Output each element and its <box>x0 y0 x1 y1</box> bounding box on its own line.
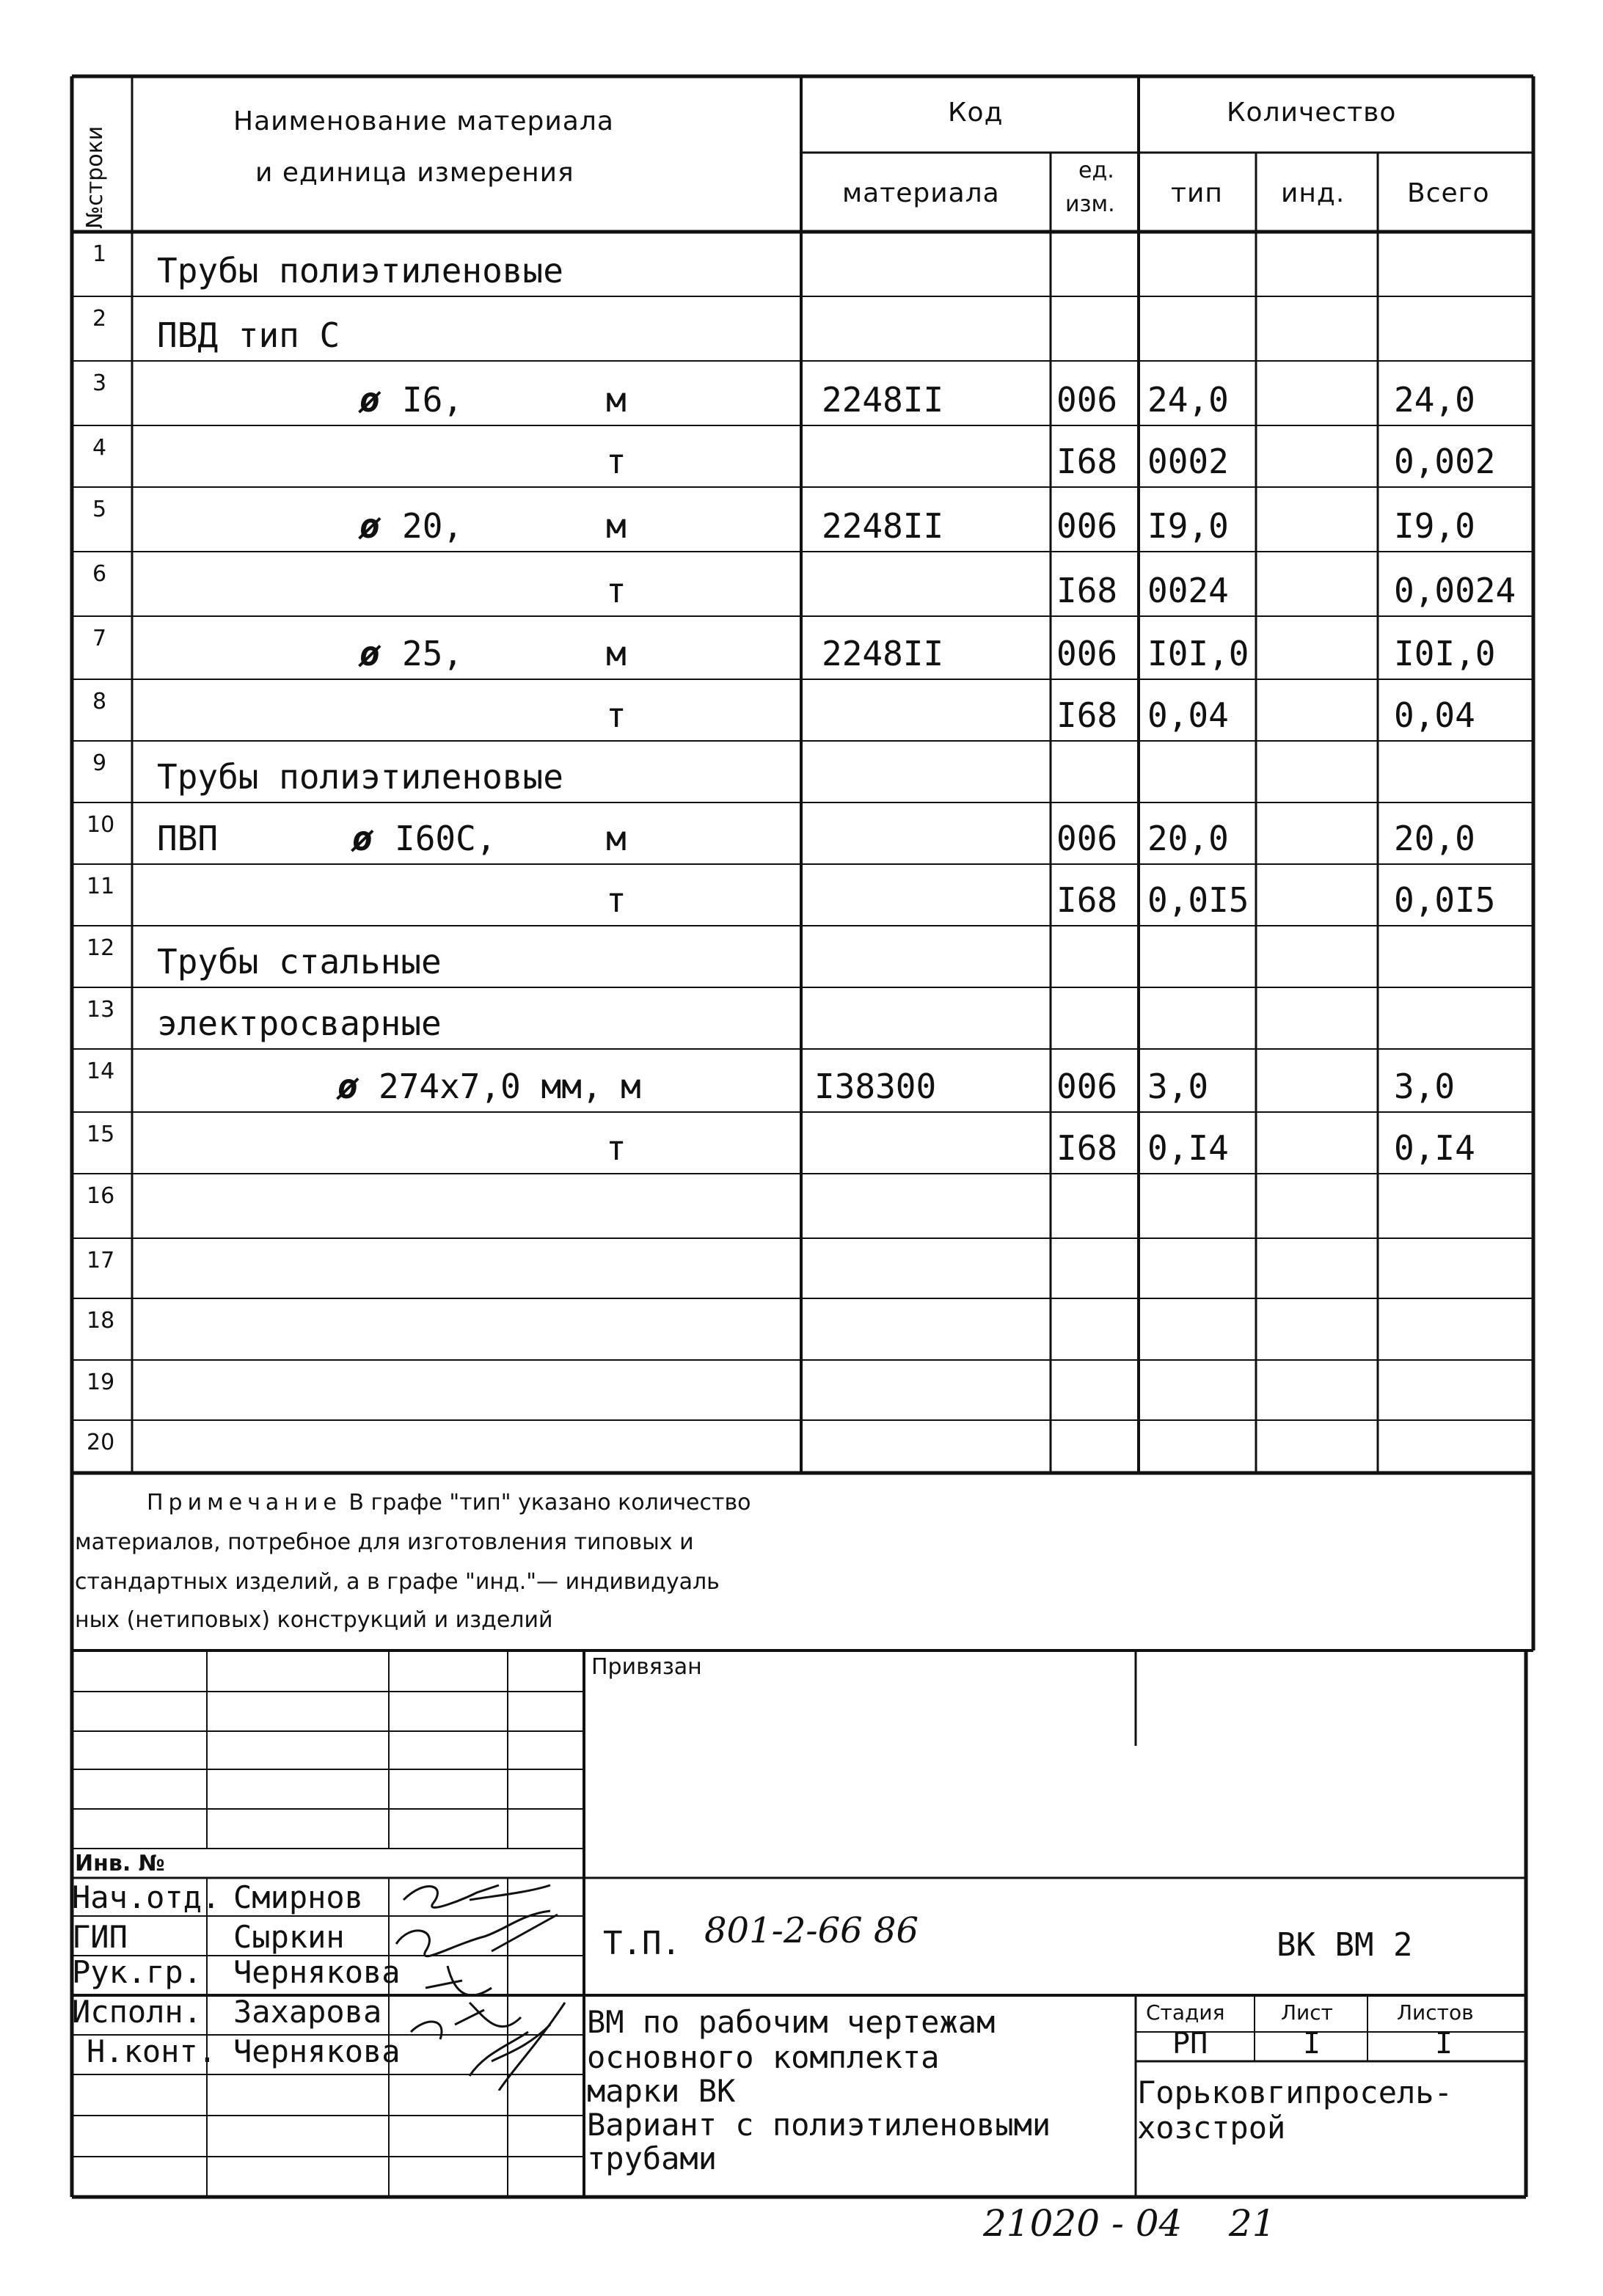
stamp-role: Нач.отд. <box>72 1879 221 1915</box>
sheet-label: Лист <box>1281 2000 1333 2025</box>
drawing-mark: ВК ВМ 2 <box>1277 1926 1413 1964</box>
org-line2: хозстрой <box>1137 2110 1286 2146</box>
row-number-header: №строки <box>82 125 108 229</box>
total-quantity: 0,04 <box>1394 695 1475 735</box>
row-number: 12 <box>87 935 115 961</box>
row-name: Трубы полиэтиленовые <box>157 757 563 797</box>
row-number: 5 <box>92 497 107 522</box>
row-number: 11 <box>87 874 115 899</box>
total-quantity: 0,002 <box>1394 442 1496 481</box>
material-code: I38300 <box>814 1067 937 1106</box>
row-size: 25, <box>402 634 464 673</box>
row-name: ПВД тип С <box>157 315 340 355</box>
stamp-role: Рук.гр. <box>72 1954 202 1990</box>
type-quantity: 0,I4 <box>1147 1128 1229 1168</box>
row-name: электросварные <box>157 1003 442 1043</box>
row-unit: м <box>606 634 627 673</box>
inv-no-label: Инв. № <box>75 1851 165 1876</box>
unit-code: 006 <box>1056 380 1118 420</box>
row-unit: м <box>606 819 627 858</box>
material-code: 2248II <box>822 506 944 546</box>
type-quantity: 0024 <box>1147 571 1229 610</box>
row-size: 274x7,0 мм, <box>379 1067 602 1106</box>
row-number: 7 <box>92 626 107 651</box>
title-line: марки ВК <box>587 2073 736 2109</box>
name-header-line1: Наименование материала <box>233 106 614 136</box>
total-quantity: I0I,0 <box>1394 634 1496 673</box>
note-line2: материалов, потребное для изготовления типовых и <box>75 1529 694 1555</box>
type-quantity: 3,0 <box>1147 1067 1209 1106</box>
total-header: Всего <box>1407 178 1490 208</box>
type-quantity: 0002 <box>1147 442 1229 481</box>
stamp-role: ГИП <box>72 1919 128 1955</box>
total-quantity: 0,I4 <box>1394 1128 1475 1168</box>
unit-code: I68 <box>1056 571 1118 610</box>
total-quantity: 0,0I5 <box>1394 880 1496 920</box>
row-number: 14 <box>87 1059 115 1084</box>
row-unit: т <box>606 1128 627 1168</box>
row-number: 1 <box>92 241 107 267</box>
diameter-symbol: ø <box>359 380 380 420</box>
total-quantity: 24,0 <box>1394 380 1475 420</box>
note-line4: ных (нетиповых) конструкций и изделий <box>75 1607 553 1633</box>
row-number: 19 <box>87 1370 115 1395</box>
signatures-drawing <box>381 1871 572 2091</box>
stamp-person: Смирнов <box>233 1879 364 1915</box>
row-number: 20 <box>87 1430 115 1455</box>
diameter-symbol: ø <box>359 634 380 673</box>
quantity-header: Количество <box>1227 98 1397 128</box>
row-number: 15 <box>87 1122 115 1147</box>
unit-code: 006 <box>1056 506 1118 546</box>
diameter-symbol: ø <box>359 506 380 546</box>
unit-code: 006 <box>1056 819 1118 858</box>
stamp-person: Захарова <box>233 1994 382 2030</box>
org-line1: Горьковгипросель- <box>1137 2074 1453 2110</box>
sheet-value: I <box>1303 2027 1321 2061</box>
note-text1: В графе "тип" указано количество <box>341 1490 751 1516</box>
row-size: 20, <box>402 506 464 546</box>
privyazan-label: Привязан <box>591 1654 702 1680</box>
stage-label: Стадия <box>1146 2000 1225 2025</box>
note-line3: стандартных изделий, а в графе "инд."— индивидуаль <box>75 1569 720 1595</box>
stage-value: РП <box>1172 2027 1208 2061</box>
row-name: Трубы полиэтиленовые <box>157 251 563 290</box>
type-quantity: I9,0 <box>1147 506 1229 546</box>
row-number: 6 <box>92 561 107 587</box>
row-number: 17 <box>87 1248 115 1273</box>
archive-code: 21020 - 04 21 <box>983 2202 1276 2245</box>
title-line: трубами <box>587 2140 717 2176</box>
row-unit: т <box>606 880 627 920</box>
type-quantity: 20,0 <box>1147 819 1229 858</box>
stamp-person: Чернякова <box>233 2033 401 2069</box>
total-quantity: 3,0 <box>1394 1067 1456 1106</box>
project-prefix: Т.П. <box>603 1925 681 1962</box>
total-quantity: 0,0024 <box>1394 571 1516 610</box>
row-number: 9 <box>92 750 107 776</box>
diameter-symbol: ø <box>352 819 373 858</box>
unit-code: 006 <box>1056 1067 1118 1106</box>
row-number: 3 <box>92 370 107 396</box>
row-unit: м <box>606 380 627 420</box>
sheets-label: Листов <box>1397 2000 1474 2025</box>
type-quantity: I0I,0 <box>1147 634 1249 673</box>
material-code: 2248II <box>822 380 944 420</box>
row-number: 13 <box>87 997 115 1023</box>
row-size: I6, <box>402 380 464 420</box>
row-size: I60С, <box>395 819 497 858</box>
material-code: 2248II <box>822 634 944 673</box>
row-unit: т <box>606 442 627 481</box>
row-unit: т <box>606 571 627 610</box>
total-quantity: I9,0 <box>1394 506 1475 546</box>
stamp-role: Исполн. <box>72 1994 202 2030</box>
type-header: тип <box>1171 178 1223 208</box>
sheets-value: I <box>1435 2027 1453 2061</box>
row-number: 2 <box>92 306 107 332</box>
row-unit: т <box>606 695 627 735</box>
row-name: Трубы стальные <box>157 942 442 981</box>
type-quantity: 0,04 <box>1147 695 1229 735</box>
stamp-person: Сыркин <box>233 1919 345 1955</box>
total-quantity: 20,0 <box>1394 819 1475 858</box>
unit-header-l2: изм. <box>1065 191 1115 217</box>
row-unit: м <box>606 506 627 546</box>
stamp-person: Чернякова <box>233 1954 401 1990</box>
row-number: 8 <box>92 689 107 714</box>
unit-code: I68 <box>1056 695 1118 735</box>
unit-header-l1: ед. <box>1078 158 1114 183</box>
diameter-symbol: ø <box>337 1067 358 1106</box>
unit-code: 006 <box>1056 634 1118 673</box>
project-number: 801-2-66 86 <box>704 1910 919 1951</box>
type-quantity: 24,0 <box>1147 380 1229 420</box>
type-quantity: 0,0I5 <box>1147 880 1249 920</box>
row-number: 4 <box>92 435 107 461</box>
row-number: 10 <box>87 812 115 838</box>
title-line: Вариант с полиэтиленовыми <box>587 2107 1051 2143</box>
code-header: Код <box>948 98 1004 128</box>
unit-code: I68 <box>1056 1128 1118 1168</box>
row-number: 18 <box>87 1308 115 1334</box>
title-line: ВМ по рабочим чертежам <box>587 2004 996 2040</box>
material-header: материала <box>842 178 1000 208</box>
unit-code: I68 <box>1056 442 1118 481</box>
row-unit: м <box>621 1067 641 1106</box>
note-line1 <box>147 1492 751 1514</box>
ind-header: инд. <box>1281 178 1345 208</box>
name-header-line2: и единица измерения <box>255 158 574 188</box>
row-name: ПВП <box>157 819 219 858</box>
title-line: основного комплекта <box>587 2039 940 2075</box>
row-number: 16 <box>87 1183 115 1209</box>
stamp-role: Н.конт. <box>87 2033 217 2069</box>
unit-code: I68 <box>1056 880 1118 920</box>
note-prefix: Примечание <box>147 1490 342 1516</box>
